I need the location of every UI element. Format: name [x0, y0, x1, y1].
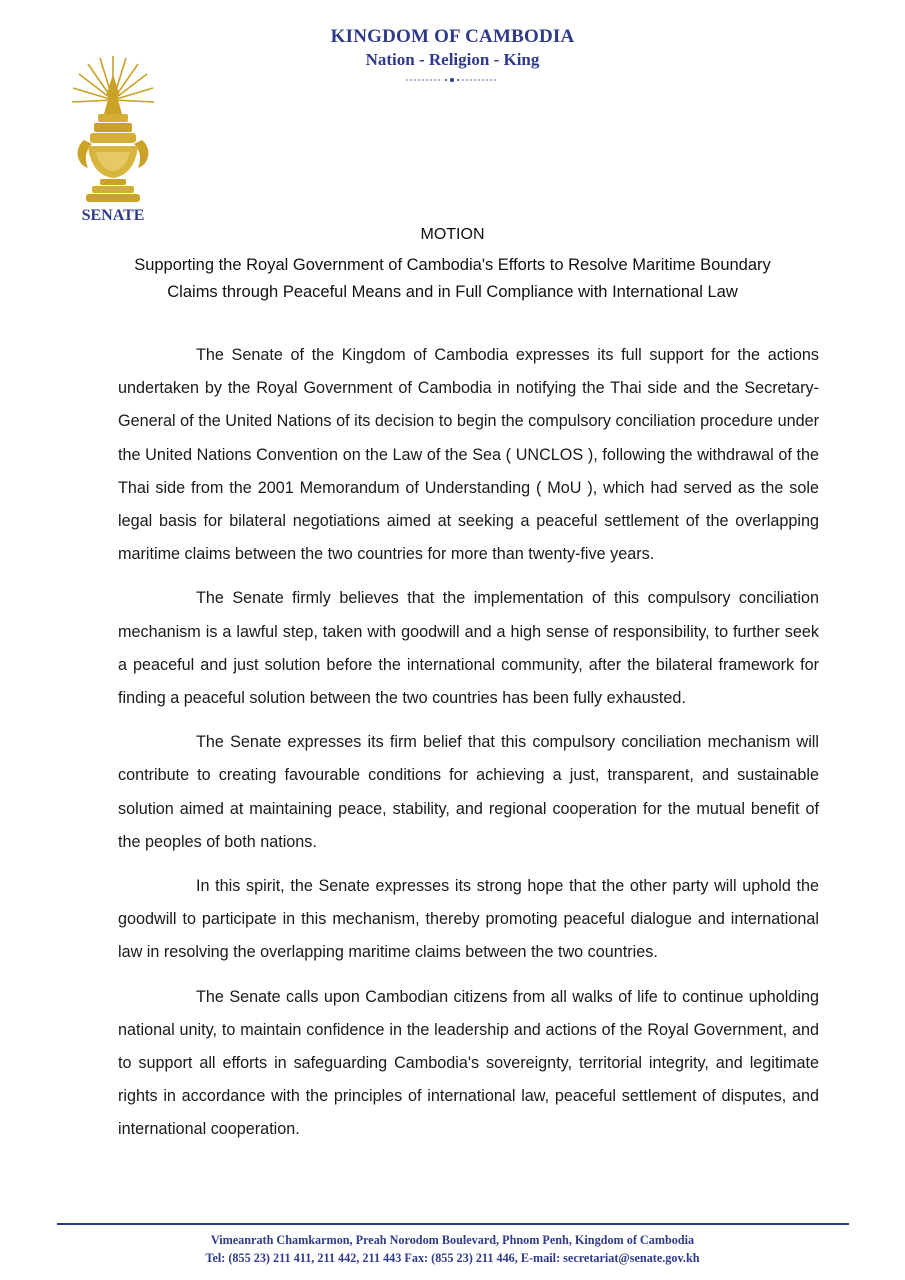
kingdom-heading: KINGDOM OF CAMBODIA: [330, 26, 575, 47]
ornament-divider-icon: [402, 76, 502, 84]
senate-emblem-icon: [70, 52, 156, 207]
paragraph-2: The Senate firmly believes that the implementation of this compulsory conciliation mechanism is a lawful step, taken with goodwill and a high sense of responsibility, to further seek a peaceful and just solution before the international community, after the bilateral framework for finding a peaceful solution between the two countries has been fully exhausted.: [118, 589, 819, 708]
footer-contact: Tel: (855 23) 211 411, 211 442, 211 443 Fax: (855 23) 211 446, E-mail: secretariat@senate.gov.kh: [205, 1251, 700, 1265]
paragraph-5: The Senate calls upon Cambodian citizens from all walks of life to continue upholding national unity, to maintain confidence in the leadership and actions of the Royal Government, and to support all efforts in safeguarding Cambodia's sovereignty, territorial integrity, and legitimate rights in accordance with the principles of international law, peaceful settlement of disputes, and international cooperation.: [118, 987, 819, 1139]
paragraph-3: The Senate expresses its firm belief that this compulsory conciliation mechanism will contribute to creating favourable conditions for achieving a just, transparent, and sustainable solution aimed at maintaining peace, stability, and regional cooperation for the mutual benefit of the peoples of both nations.: [118, 733, 819, 851]
footer-address: Vimeanrath Chamkarmon, Preah Norodom Boulevard, Phnom Penh, Kingdom of Cambodia: [210, 1233, 695, 1247]
title-line-2: Claims through Peaceful Means and in Full Compliance with International Law: [167, 283, 738, 301]
title-line-1: Supporting the Royal Government of Cambodia's Efforts to Resolve Maritime Boundary: [134, 256, 771, 274]
footer-divider: [57, 1223, 849, 1225]
senate-label: SENATE: [81, 207, 145, 224]
document-type: MOTION: [420, 226, 485, 243]
paragraph-4: In this spirit, the Senate expresses its strong hope that the other party will uphold the goodwill to participate in this mechanism, thereby promoting peaceful dialogue and international law in resolving the overlapping maritime claims between the two countries.: [118, 877, 819, 962]
document-body: [118, 339, 819, 1158]
paragraph-1: The Senate of the Kingdom of Cambodia expresses its full support for the actions undertaken by the Royal Government of Cambodia in notifying the Thai side and the Secretary-General of the United Nations of its decision to begin the compulsory conciliation procedure under the United Nations Convention on the Law of the Sea ( UNCLOS ), following the withdrawal of the Thai side from the 2001 Memorandum of Understanding ( MoU ), which had served as the sole legal basis for bilateral negotiations aimed at seeking a peaceful settlement of the overlapping maritime claims between the two countries for more than twenty-five years.: [118, 346, 819, 564]
document-title: [90, 252, 815, 306]
national-motto: Nation - Religion - King: [365, 50, 540, 69]
